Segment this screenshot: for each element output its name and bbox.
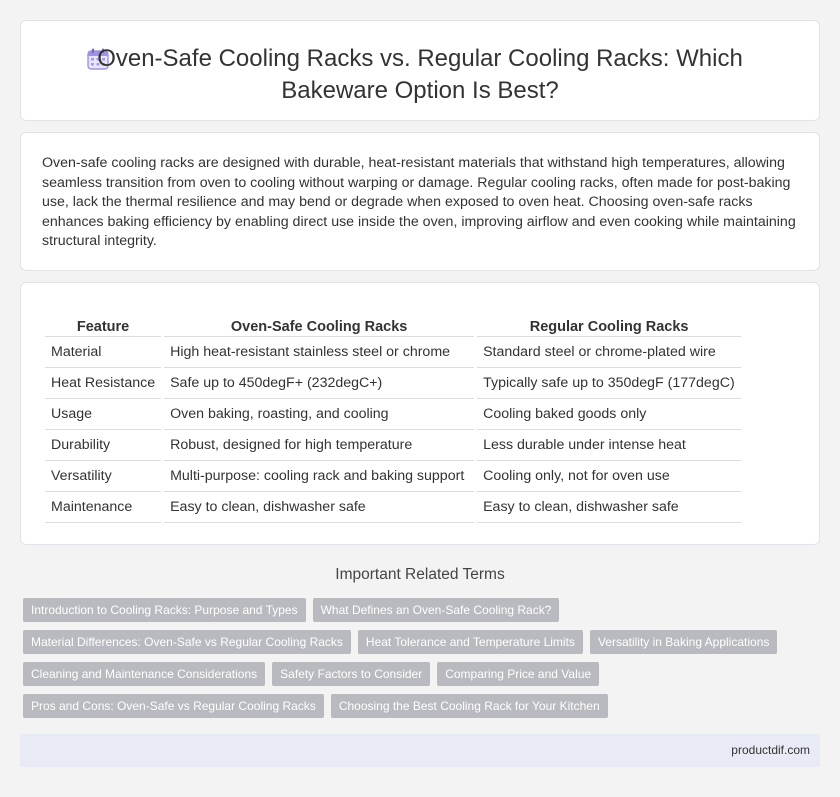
table-row [45,430,741,461]
table-cell: Easy to clean, dishwasher safe [477,492,741,523]
related-terms-list [23,598,813,726]
page-title-line-1: Oven-Safe Cooling Racks vs. Regular Cooling Racks: Which [97,45,743,72]
comparison-card [20,282,820,545]
table-cell: Heat Resistance [45,368,161,399]
table-cell: Maintenance [45,492,161,523]
related-term-tag[interactable]: Safety Factors to Consider [272,662,430,686]
tag-row [23,662,813,694]
tag-row [23,630,813,662]
table-cell: Material [45,337,161,368]
comparison-table [42,313,744,523]
page-title-line-2: Bakeware Option Is Best? [281,77,559,104]
related-term-tag[interactable]: Pros and Cons: Oven-Safe vs Regular Cooling Racks [23,694,324,718]
table-cell: Multi-purpose: cooling rack and baking support [164,461,474,492]
footer-site-link[interactable]: productdif.com [731,743,810,757]
table-cell: Cooling baked goods only [477,399,741,430]
related-term-tag[interactable]: Introduction to Cooling Racks: Purpose and Types [23,598,306,622]
table-row [45,461,741,492]
header-feature: Feature [45,313,161,337]
table-cell: Cooling only, not for oven use [477,461,741,492]
related-term-tag[interactable]: Material Differences: Oven-Safe vs Regular Cooling Racks [23,630,351,654]
table-row [45,492,741,523]
header-card [20,20,820,121]
tag-row [23,694,813,726]
related-term-tag[interactable]: Heat Tolerance and Temperature Limits [358,630,583,654]
table-row [45,337,741,368]
table-header-row [45,313,741,337]
table-cell: Versatility [45,461,161,492]
table-cell: Easy to clean, dishwasher safe [164,492,474,523]
intro-card [20,132,820,271]
related-term-tag[interactable]: Comparing Price and Value [437,662,599,686]
table-cell: Typically safe up to 350degF (177degC) [477,368,741,399]
table-cell: Less durable under intense heat [477,430,741,461]
table-cell: Safe up to 450degF+ (232degC+) [164,368,474,399]
table-row [45,368,741,399]
related-term-tag[interactable]: What Defines an Oven-Safe Cooling Rack? [313,598,560,622]
related-terms-title: Important Related Terms [335,566,505,583]
page-title [21,43,819,107]
intro-paragraph: Oven-safe cooling racks are designed with durable, heat-resistant materials that withstand high temperatures, allowing seamless transition from oven to cooling without warping or damage. Regular cooling racks, often made for post-baking use, lack the thermal resilience and may bend or degrade when exposed to oven heat. Choosing oven-safe racks enhances baking efficiency by enabling direct use inside the oven, improving airflow and even cooking while maintaining structural integrity. [42,155,796,249]
related-term-tag[interactable]: Cleaning and Maintenance Considerations [23,662,265,686]
table-cell: Robust, designed for high temperature [164,430,474,461]
table-cell: Standard steel or chrome-plated wire [477,337,741,368]
table-cell: High heat-resistant stainless steel or chrome [164,337,474,368]
header-regular: Regular Cooling Racks [477,313,741,337]
header-oven-safe: Oven-Safe Cooling Racks [164,313,474,337]
related-term-tag[interactable]: Choosing the Best Cooling Rack for Your Kitchen [331,694,608,718]
tag-row [23,598,813,630]
footer [20,734,820,767]
table-cell: Durability [45,430,161,461]
table-row [45,399,741,430]
related-term-tag[interactable]: Versatility in Baking Applications [590,630,777,654]
table-cell: Usage [45,399,161,430]
table-cell: Oven baking, roasting, and cooling [164,399,474,430]
